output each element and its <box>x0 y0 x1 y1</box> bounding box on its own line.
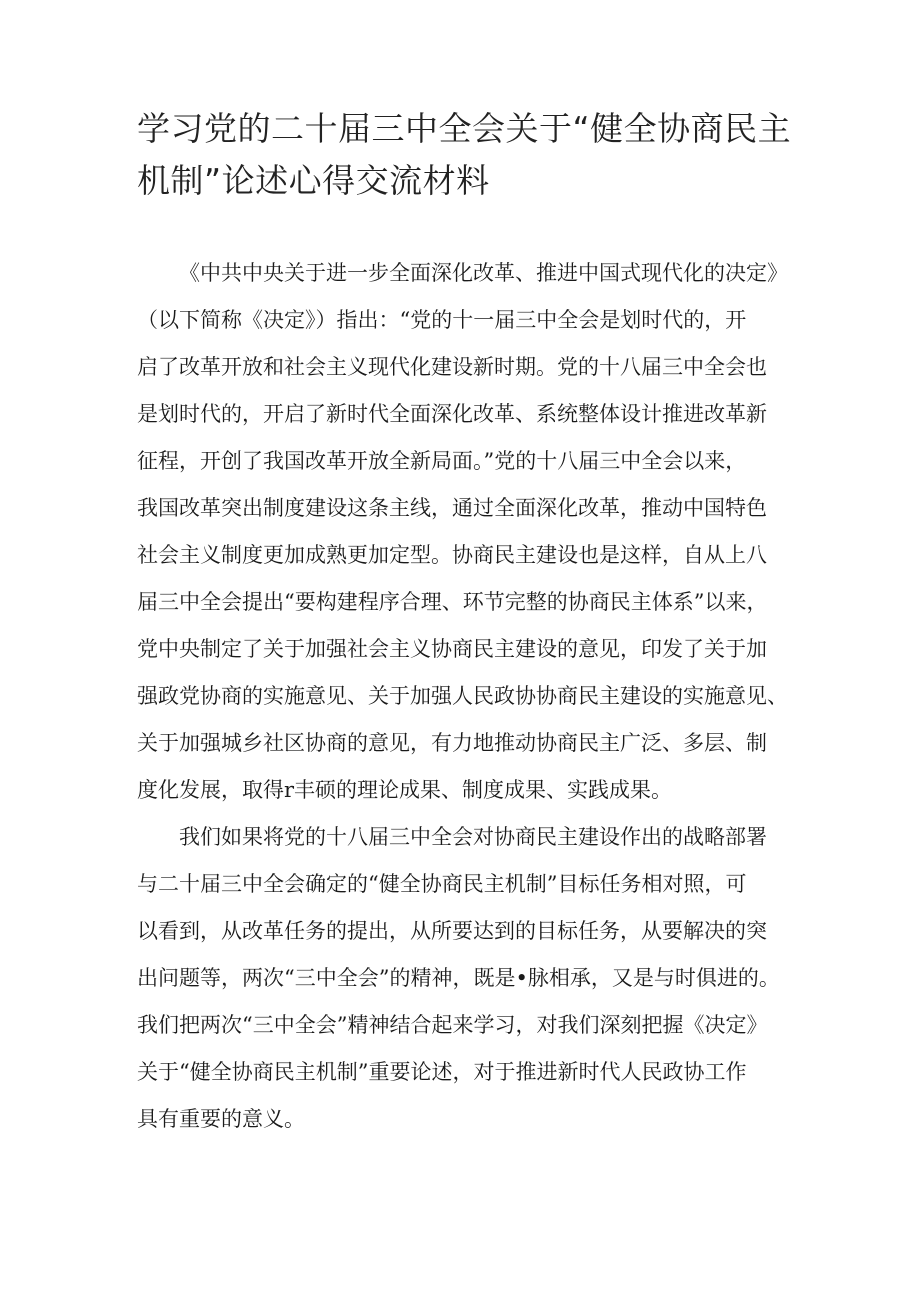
paragraph-line: 我们把两次“三中全会”精神结合起来学习，对我们深刻把握《决定》 <box>137 1013 768 1037</box>
paragraph-line: 与二十届三中全会确定的“健全协商民主机制”目标任务相对照，可 <box>137 872 747 896</box>
title-line: 机制”论述心得交流材料 <box>137 161 490 200</box>
paragraph-line: 届三中全会提出“要构建程序合理、环节完整的协商民主体系”以来， <box>137 590 768 614</box>
paragraph-line: 强政党协商的实施意见、关于加强人民政协协商民主建设的实施意见、 <box>137 684 788 708</box>
paragraph-line: 关于加强城乡社区协商的意见，有力地推动协商民主广泛、多层、制 <box>137 731 767 755</box>
paragraph-line: 具有重要的意义。 <box>137 1107 305 1131</box>
paragraph-1 <box>137 250 797 814</box>
paragraph-line: 征程，开创了我国改革开放全新局面。”党的十八届三中全会以来， <box>137 449 747 473</box>
paragraph-2 <box>137 814 797 1143</box>
paragraph-line: （以下简称《决定》）指出：“党的十一届三中全会是划时代的，开 <box>137 308 747 332</box>
paragraph-line: 是划时代的，开启了新时代全面深化改革、系统整体设计推进改革新 <box>137 402 767 426</box>
paragraph-line: 我们如果将党的十八届三中全会对协商民主建设作出的战略部署 <box>179 825 767 849</box>
title-line: 学习党的二十届三中全会关于“健全协商民主 <box>137 109 792 148</box>
paragraph-line: 出问题等，两次“三中全会”的精神，既是•脉相承，又是与时俱进的。 <box>137 966 780 990</box>
paragraph-line: 社会主义制度更加成熟更加定型。协商民主建设也是这样，自从上八 <box>137 543 767 567</box>
paragraph-line: 启了改革开放和社会主义现代化建设新时期。党的十八届三中全会也 <box>137 355 767 379</box>
paragraph-line: 我国改革突出制度建设这条主线，通过全面深化改革，推动中国特色 <box>137 496 767 520</box>
document-title <box>137 103 797 207</box>
paragraph-line: 《中共中央关于进一步全面深化改革、推进中国式现代化的决定》 <box>179 261 788 285</box>
paragraph-line: 关于“健全协商民主机制”重要论述，对于推进新时代人民政协工作 <box>137 1060 747 1084</box>
document-body <box>137 250 797 1143</box>
paragraph-line: 党中央制定了关于加强社会主义协商民主建设的意见，印发了关于加 <box>137 637 767 661</box>
paragraph-line: 以看到，从改革任务的提出，从所要达到的目标任务，从要解决的突 <box>137 919 767 943</box>
paragraph-line: 度化发展，取得r丰硕的理论成果、制度成果、实践成果。 <box>137 778 673 802</box>
